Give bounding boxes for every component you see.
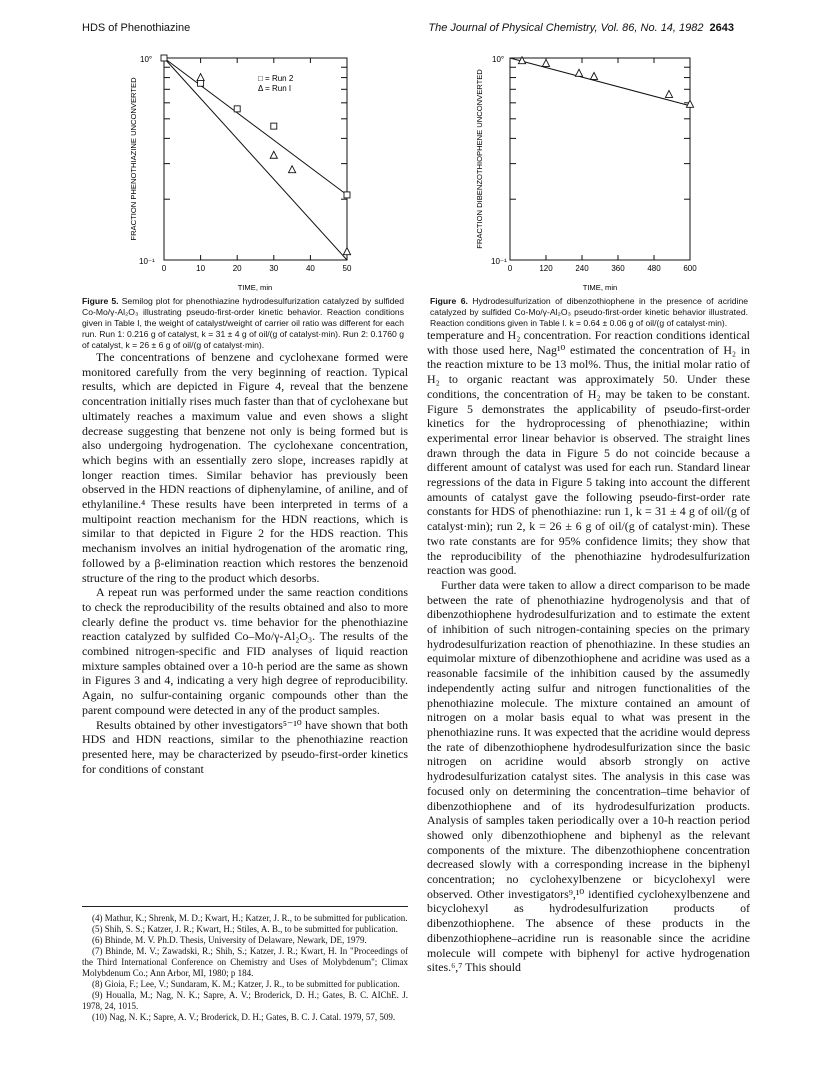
y-tick-top: 10° — [140, 55, 153, 64]
data-point-triangle — [289, 166, 296, 173]
fit-lines — [510, 58, 690, 106]
data-point-square — [198, 80, 204, 86]
fit-line — [164, 58, 347, 195]
figure-6-caption — [430, 296, 748, 329]
reference-item: (9) Houalla, M.; Nag, N. K.; Sapre, A. V.; Broderick, D. H.; Gates, B. C. AIChE. J. 1978, 24, 1015. — [82, 990, 408, 1011]
reference-item: (8) Gioia, F.; Lee, V.; Sundaram, K. M.; Katzer, J. R., to be submitted for publication. — [92, 979, 400, 989]
journal-citation: The Journal of Physical Chemistry, Vol. 86, No. 14, 1982 — [428, 22, 704, 34]
data-point-triangle — [197, 74, 204, 81]
plot-frame — [510, 58, 690, 260]
x-tick-label: 40 — [305, 264, 315, 273]
x-tick-label: 360 — [611, 264, 625, 273]
x-tick-label: 600 — [683, 264, 697, 273]
data-point-square — [161, 55, 167, 61]
data-points — [161, 55, 351, 255]
data-point-triangle — [270, 151, 277, 158]
data-point-square — [234, 106, 240, 112]
figure-5-chart — [80, 48, 380, 292]
x-ticks — [162, 58, 352, 273]
reference-item: (7) Bhinde, M. V.; Zawadski, R.; Shih, S.; Katzer, J. R.; Kwart, H. In "Proceedings of the Third International Conference on Chemistry and Uses of Molybdenum"; Climax Molybdenum Co.; Ann Arbor, MI, 1980; p 184. — [82, 946, 408, 978]
data-point-square — [271, 123, 277, 129]
figure-6-caption-text: Hydrodesulfurization of dibenzothiophene in the presence of acridine catalyzed by sulfided Co-Mo/γ-Al₂O₃ pseudo-first-order kinetic behavior illustrated. Reaction conditions given in Table I. k = 0.64 ± 0.06 g of oil/(g of catalyst·min). — [430, 296, 749, 328]
paragraph: Results obtained by other investigators⁵⁻¹⁰ have shown that both HDS and HDN reactions, similar to the phenothiazine reaction presented here, may be characterized by pseudo-first-order kinetics for conditions of constant — [82, 717, 408, 776]
fit-lines — [164, 58, 347, 260]
y-ticks — [510, 67, 690, 199]
data-point-triangle — [575, 69, 582, 76]
running-header-left: HDS of Phenothiazine — [82, 22, 191, 34]
y-tick-bottom: 10⁻¹ — [139, 257, 155, 266]
x-tick-label: 20 — [232, 264, 242, 273]
legend-run-1: Δ = Run I — [258, 84, 292, 93]
data-point-triangle — [590, 72, 597, 79]
data-point-triangle — [343, 248, 350, 255]
data-point-triangle — [686, 100, 693, 107]
paragraph: Further data were taken to allow a direct comparison to be made between the rate of phenothiazine hydrogenolysis and that of dibenzothiophene hydrodesulfurization and to estimate the extent of inhibition of such nitrogen-containing species on the primary hydrodesulfurization reaction of phenothiazine. In these studies an equimolar mixture of dibenzothiophene and acridine was used as a reasonable facsimile of the inhibition caused by the assumedly independently acting sulfur and nitrogen functionalities of the phenothiazine molecule. The mixture contained an amount of nitrogen on a molar basis equal to what was present in the phenothiazine runs. It was expected that the acridine would depress the rate of dibenzothiophene hydrodesulfurization since the basic nitrogen on acridine would absorb strongly on active hydrodesulfurization catalyst sites. The analysis in this case was focused only on determining the concentration–time behavior of dibenzothiophene and of its hydrodesulfurization products. Analysis of samples taken periodically over a 10-h reaction period showed only dibenzothiophene and biphenyl as the relevant components of the mixture. The dibenzothiophene concentration decreased slowly with a corresponding increase in the biphenyl concentration; no cyclohexylbenzene or bicyclohexyl were observed. Other investigators⁹,¹⁰ identified cyclohexylbenzene and bicyclohexyl as hydrodesulfurization products of dibenzothiophene. The absence of these products in the dibenzothiophene–acridine run is reasonable since the acridine molecule will compete with biphenyl for active hydrogenation sites.⁶,⁷ This should — [427, 577, 750, 975]
figure-5-caption — [82, 296, 404, 351]
x-axis-label: TIME, min — [582, 283, 618, 292]
figure-5-caption-label: Figure 5. — [82, 296, 119, 306]
y-axis-label: FRACTION DIBENZOTHIOPHENE UNCONVERTED — [475, 69, 484, 249]
figure-5-caption-text: Semilog plot for phenothiazine hydrodesulfurization catalyzed by sulfided Co-Mo/γ-Al₂O₃ illustrating pseudo-first-order kinetic behavior. Reaction conditions given in Table I, the weight of catalyst/weight of carrier oil ratio was different for each run. Run 1: 0.216 g of catalyst, k = 31 ± 4 g of oil/(g of catalyst·min). Run 2: 0.1760 g of catalyst, k = 26 ± 6 g of oil/(g of catalyst·min). — [82, 296, 404, 350]
data-point-triangle — [542, 59, 549, 66]
y-tick-bottom: 10⁻¹ — [491, 257, 507, 266]
reference-item: (6) Bhinde, M. V. Ph.D. Thesis, University of Delaware, Newark, DE, 1979. — [92, 935, 367, 945]
reference-item: (5) Shih, S. S.; Katzer, J. R.; Kwart, H.; Stiles, A. B., to be submitted for publication. — [92, 924, 398, 934]
figure-6-chart — [460, 48, 760, 292]
running-header-right — [428, 22, 734, 34]
reference-item: (10) Nag, N. K.; Sapre, A. V.; Broderick, D. H.; Gates, B. C. J. Catal. 1979, 57, 509. — [92, 1012, 396, 1022]
x-tick-label: 480 — [647, 264, 661, 273]
data-point-triangle — [665, 90, 672, 97]
right-column-text — [427, 328, 750, 975]
x-tick-label: 240 — [575, 264, 589, 273]
y-ticks — [164, 67, 347, 199]
paragraph: A repeat run was performed under the same reaction conditions to check the reproducibility of the results obtained and also to more clearly define the product vs. time behavior for the phenothiazine reaction catalyzed by sulfided Co–Mo/γ-Al₂O₃. The results of the combined nitrogen-specific and FID analyses of liquid reaction mixture samples obtained over a 10-h period are the same as shown in Figures 3 and 4, indicating a very high degree of reproducibility. Again, no sulfur-containing organic compounds other than the parent compound were detected in any of the product samples. — [82, 585, 408, 717]
x-tick-label: 0 — [161, 264, 167, 273]
x-tick-label: 0 — [507, 264, 513, 273]
y-tick-top: 10° — [492, 55, 505, 64]
paragraph: temperature and H₂ concentration. For reaction conditions identical with those used here, Nag¹⁰ estimated the concentration of H₂ in the reaction mixture to be 13 mol%. Thus, the initial molar ratio of H₂ to organic reactant was approximately 50. Under these conditions, the concentration of H₂ may be taken to be constant. Figure 5 demonstrates the applicability of pseudo-first-order kinetics for the hydroprocessing of phenothiazine; within experimental error linear behavior is observed. The straight lines drawn through the data in Figure 5 do not coincide because a different amount of catalyst was used for each run. Standard linear regressions of the data in Figure 5 taking into account the different amounts of catalyst gave the following pseudo-first-order rate constants for HDS of phenothiazine: run 1, k = 31 ± 4 g of oil/(g of catalyst·min); run 2, k = 26 ± 6 g of oil/(g of catalyst·min). These two rate constants are for 95% confidence limits; they show that the reproducibility of the phenothiazine hydrodesulfurization reaction was good. — [427, 328, 750, 578]
page-number: 2643 — [709, 22, 734, 34]
figure-6-caption-label: Figure 6. — [430, 296, 468, 306]
legend-run-2: □ = Run 2 — [258, 74, 294, 83]
x-tick-label: 30 — [269, 264, 279, 273]
reference-item: (4) Mathur, K.; Shrenk, M. D.; Kwart, H.; Katzer, J. R., to be submitted for publication. — [92, 913, 408, 923]
fit-line — [164, 58, 347, 260]
x-axis-label: TIME, min — [237, 283, 273, 292]
paragraph: The concentrations of benzene and cyclohexane formed were monitored carefully from the very beginning of reaction. Typical results, which are depicted in Figure 4, reveal that the benzene concentration initially rises much faster than that of cyclohexane but ultimately reaches a maximum value and even shows a slight decrease suggesting that benzene not only is being formed but is also undergoing hydrogenation. The cyclohexane concentration, which begins with an essentially zero slope, increases rapidly at longer reaction times. Similar behavior has previously been observed in the HDN reactions of diphenylamine, of aniline, and of ethylaniline.⁴ These results have been interpreted in terms of a multipoint reaction mechanism for the HDN reactions, which is similar to that depicted in Figure 2 for the HDS reaction. This mechanism involves an initial hydrogenation of the aromatic ring, followed by a β-elimination reaction which restores the benzenoid structure of the ring to the product which desorbs. — [82, 350, 408, 585]
x-tick-label: 120 — [539, 264, 553, 273]
x-tick-label: 50 — [342, 264, 352, 273]
left-column-text — [82, 350, 408, 776]
y-axis-label: FRACTION PHENOTHIAZINE UNCONVERTED — [129, 77, 138, 241]
x-tick-label: 10 — [196, 264, 206, 273]
footnote-references — [82, 906, 408, 1023]
data-point-square — [344, 192, 350, 198]
fit-line — [510, 58, 690, 106]
